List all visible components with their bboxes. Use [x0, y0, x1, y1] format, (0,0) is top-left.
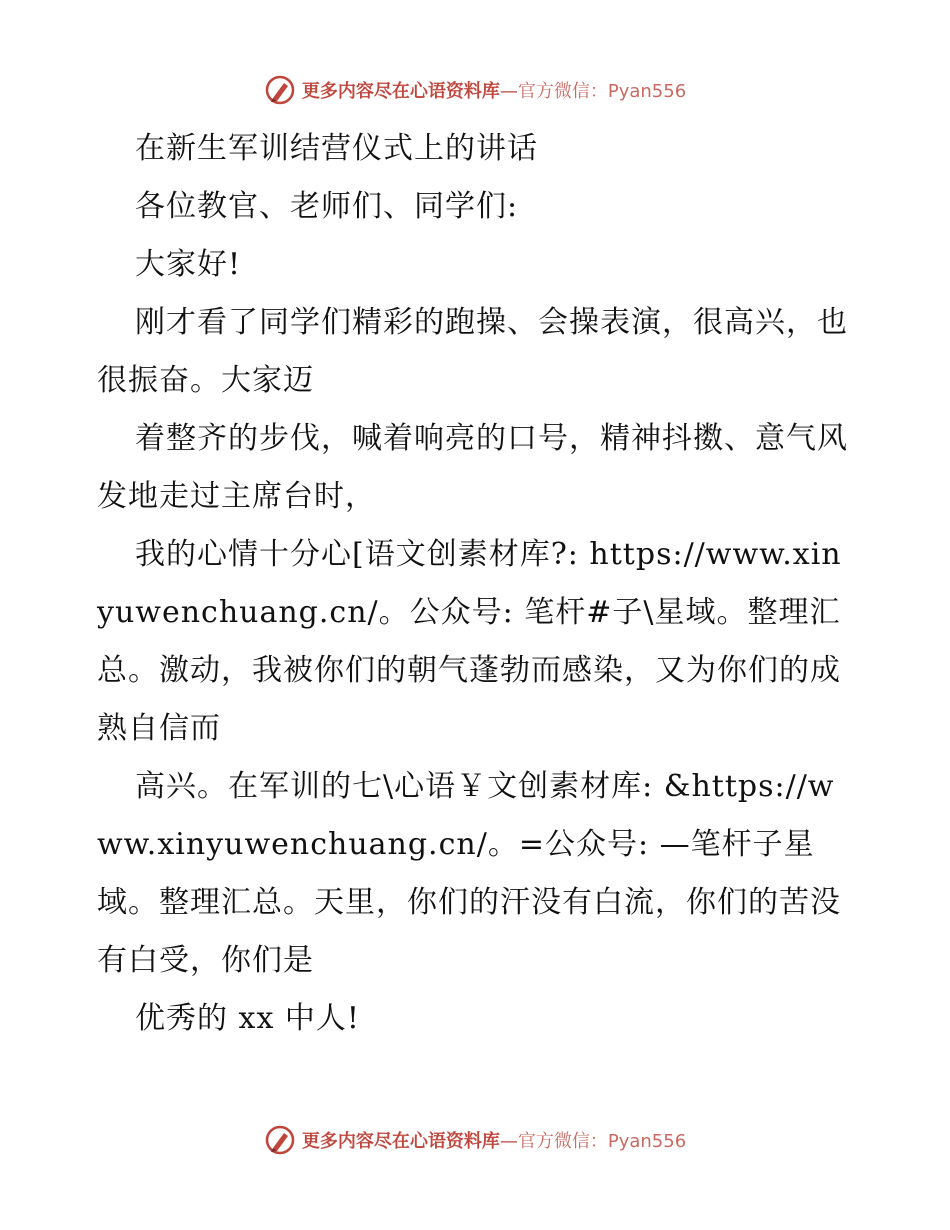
- footer-watermark: [0, 1120, 950, 1160]
- header-watermark: [0, 70, 950, 110]
- paragraph: 刚才看了同学们精彩的跑操、会操表演，很高兴，也很振奋。大家迈: [97, 305, 848, 398]
- pen-logo-icon: [264, 1124, 296, 1156]
- watermark-separator: —: [499, 1131, 518, 1152]
- watermark-separator: —: [499, 81, 518, 102]
- watermark-text: [302, 77, 686, 103]
- document-title: 在新生军训结营仪式上的讲话: [135, 131, 538, 166]
- paragraph: 高兴。在军训的七\心语￥文创素材库: &https://www.xinyuwenchuang.cn/。=公众号: —笔杆子星域。整理汇总。天里，你们的汗没有白流，你们的苦没有白受，你们是: [97, 769, 841, 978]
- watermark-brand: 更多内容尽在心语资料库: [301, 81, 500, 102]
- document-body: [97, 120, 857, 1048]
- paragraph: 着整齐的步伐，喊着响亮的口号，精神抖擞、意气风发地走过主席台时，: [97, 421, 848, 514]
- watermark-wechat: 官方微信：Pyan556: [517, 81, 687, 102]
- salutation: 各位教官、老师们、同学们:: [135, 189, 519, 224]
- paragraph: 优秀的 xx 中人!: [135, 1001, 360, 1036]
- greeting: 大家好!: [135, 247, 242, 282]
- watermark-text: [302, 1127, 686, 1153]
- paragraph: 我的心情十分心[语文创素材库?: https://www.xinyuwenchuang.cn/。公众号: 笔杆#子\星域。整理汇总。激动，我被你们的朝气蓬勃而感染，又为你们的成熟自信而: [97, 537, 842, 746]
- watermark-brand: 更多内容尽在心语资料库: [301, 1131, 500, 1152]
- watermark-wechat: 官方微信：Pyan556: [517, 1131, 687, 1152]
- pen-logo-icon: [264, 74, 296, 106]
